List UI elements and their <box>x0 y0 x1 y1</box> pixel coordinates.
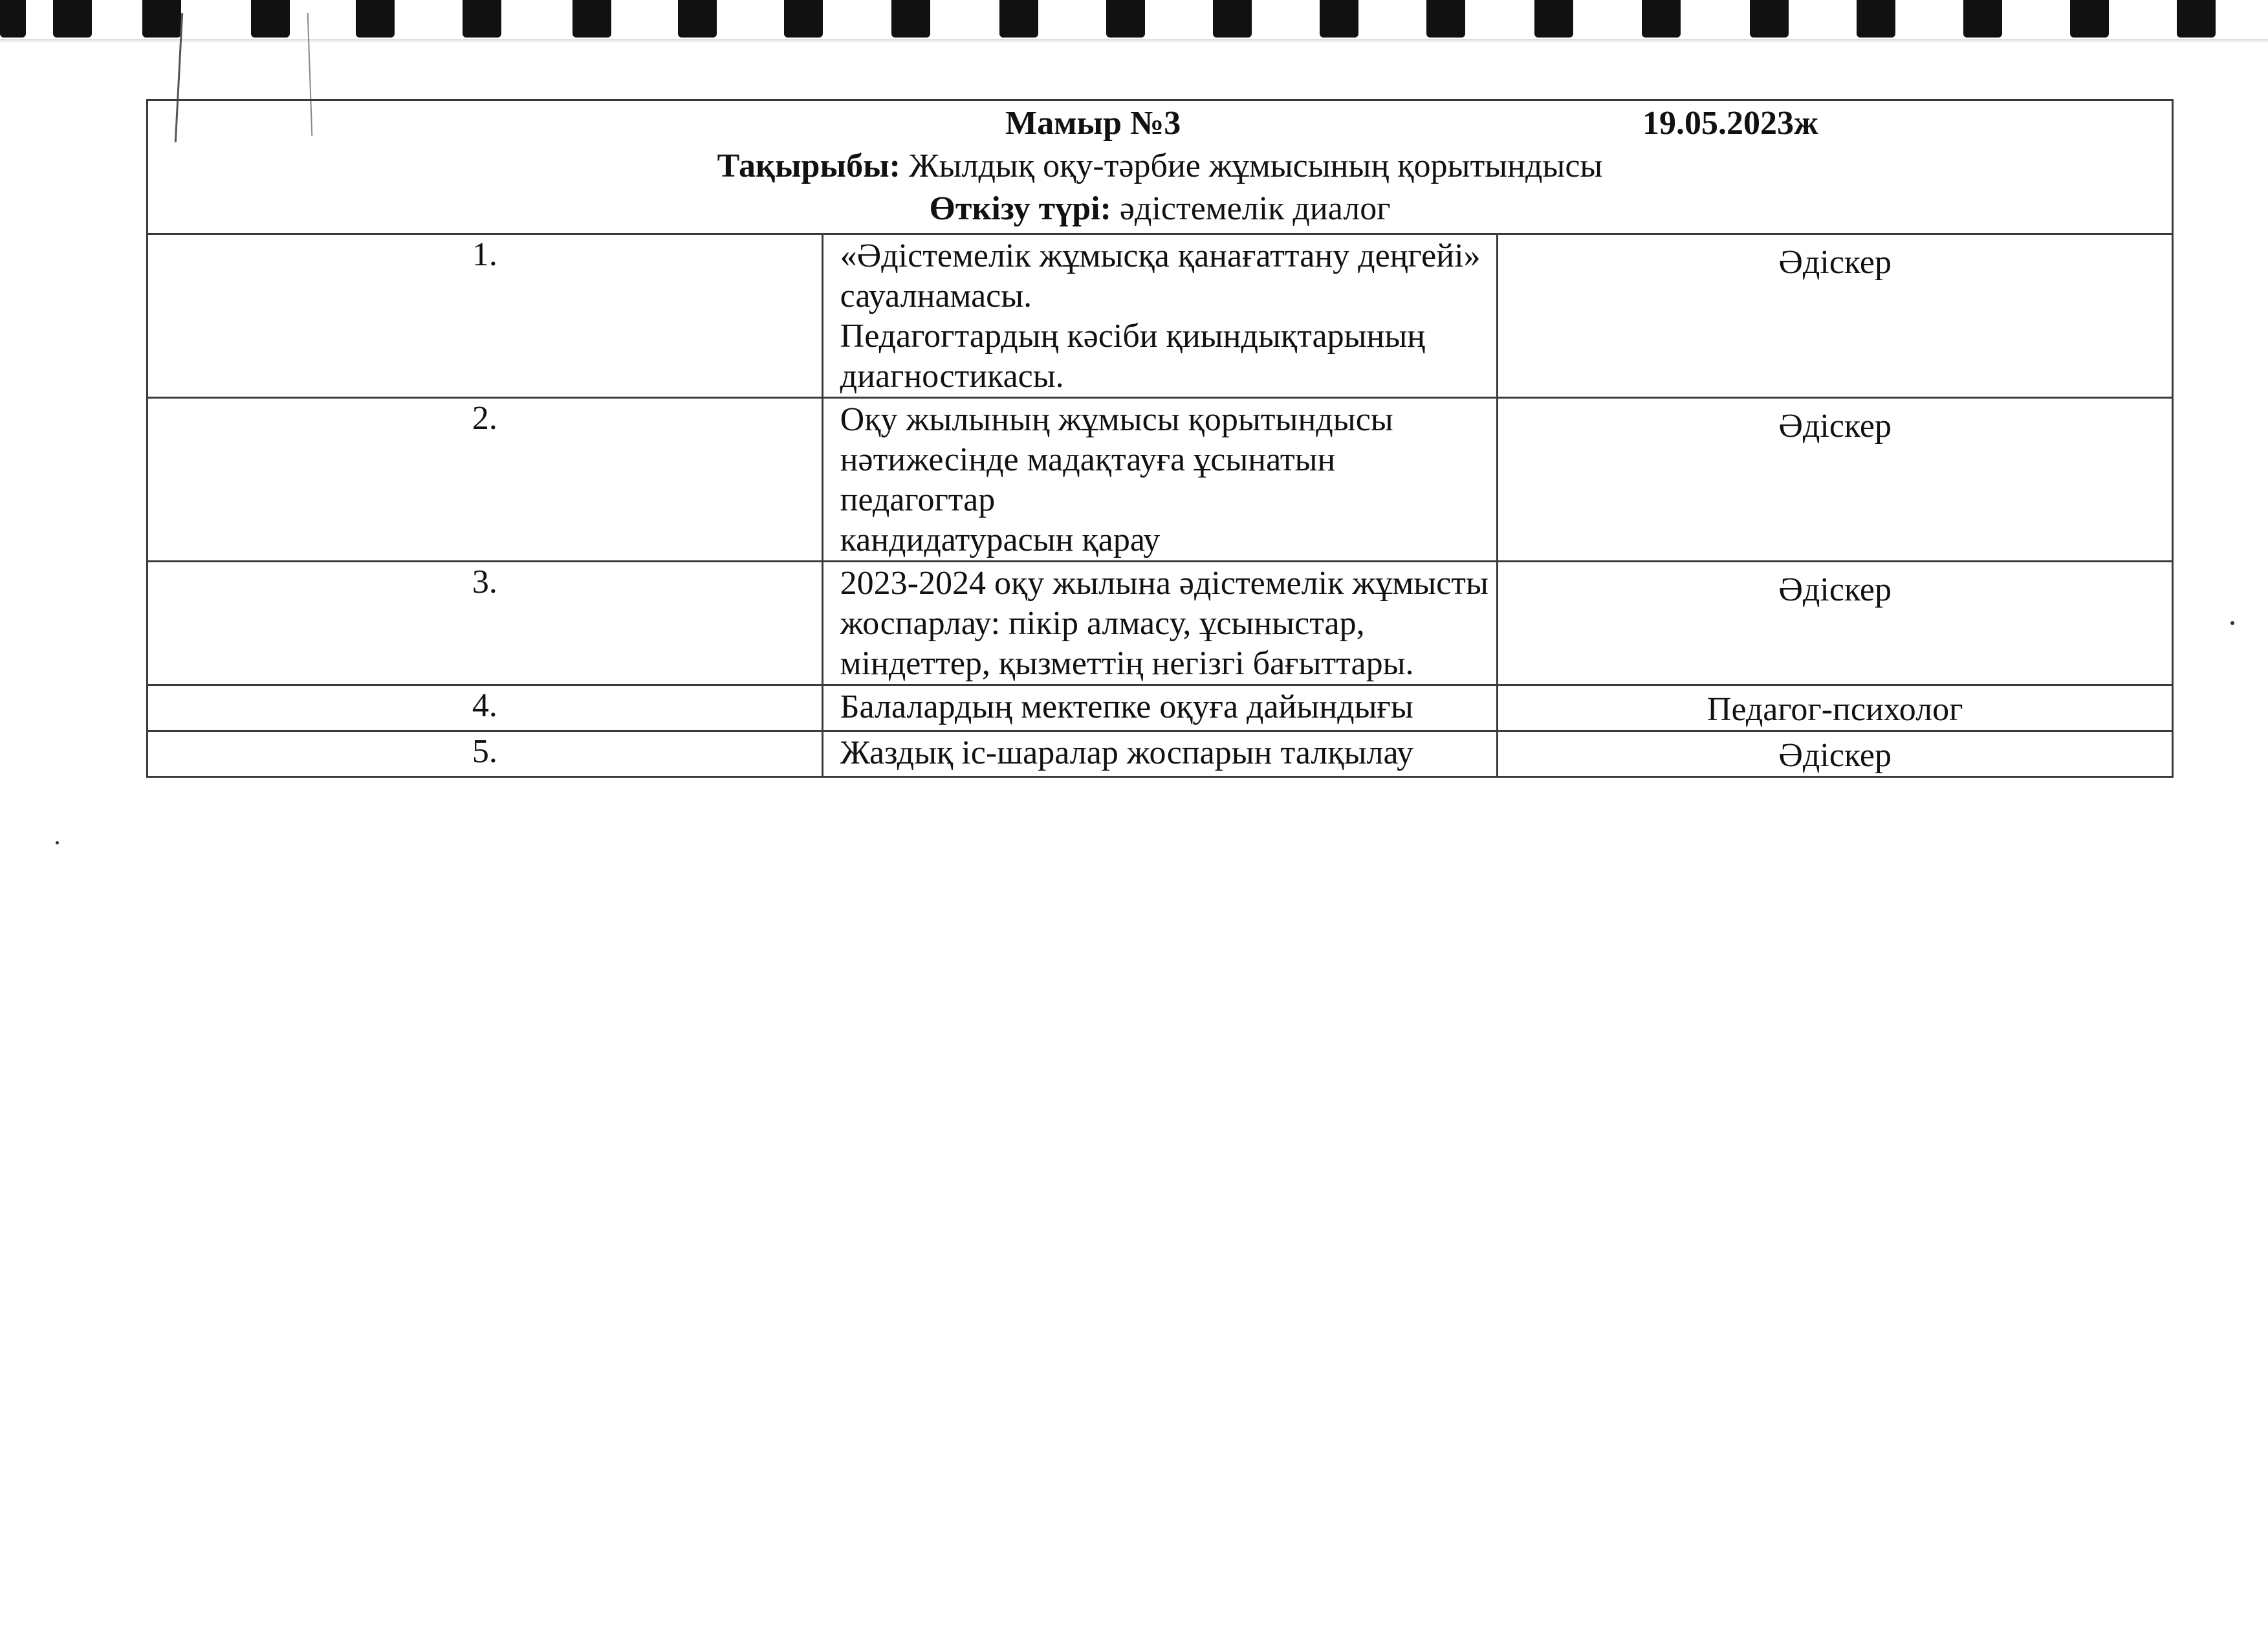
item-number: 4. <box>472 687 497 724</box>
binding-hole <box>1642 0 1681 38</box>
binding-hole <box>1320 0 1358 38</box>
table-header-row <box>147 100 2173 234</box>
topic-value: Жылдық оқу-тәрбие жұмысының қорытындысы <box>909 148 1603 184</box>
binding-hole <box>891 0 930 38</box>
item-responsible-cell <box>1498 731 2173 777</box>
table-row <box>147 234 2173 398</box>
binding-hole <box>251 0 290 38</box>
binding-hole <box>1963 0 2002 38</box>
page-edge-shadow <box>0 39 2268 43</box>
item-number-cell <box>147 234 823 398</box>
binding-hole <box>53 0 92 38</box>
table-row <box>147 685 2173 731</box>
binding-hole <box>1750 0 1789 38</box>
meeting-title: Мамыр №3 <box>1005 105 1181 142</box>
binding-hole <box>356 0 395 38</box>
binding-hole <box>678 0 717 38</box>
item-number: 2. <box>472 400 497 437</box>
item-responsible-cell <box>1498 685 2173 731</box>
item-topic-line: «Әдістемелік жұмысқа қанағаттану деңгейі» сауалнамасы. <box>840 237 1481 314</box>
item-responsible-cell <box>1498 398 2173 562</box>
item-topic-line: Жаздық іс-шаралар жоспарын талқылау <box>840 734 1413 771</box>
topic-label: Тақырыбы: <box>717 148 900 184</box>
format-label: Өткізу түрі: <box>929 190 1111 227</box>
item-topic-cell <box>822 234 1498 398</box>
meeting-header-cell <box>147 100 2173 234</box>
item-topic-cell <box>822 731 1498 777</box>
meeting-title-line <box>148 104 2172 146</box>
spiral-binding <box>0 0 2268 58</box>
binding-hole <box>1534 0 1573 38</box>
meeting-plan-table <box>146 99 2174 778</box>
item-topic-cell <box>822 685 1498 731</box>
meeting-date: 19.05.2023ж <box>1642 105 1818 142</box>
item-number-cell <box>147 398 823 562</box>
item-topic-line: міндеттер, қызметтің негізгі бағыттары. <box>840 645 1414 682</box>
item-topic-line: Оқу жылының жұмысы қорытындысы нәтижесінде мадақтауға ұсынатын педагогтар <box>840 401 1393 518</box>
item-number: 1. <box>472 236 497 273</box>
binding-hole <box>1213 0 1252 38</box>
binding-hole <box>142 0 181 38</box>
item-responsible: Әдіскер <box>1778 244 1892 281</box>
item-topic-line: 2023-2024 оқу жылына әдістемелік жұмысты жоспарлау: пікір алмасу, ұсыныстар, <box>840 565 1488 642</box>
item-responsible: Әдіскер <box>1778 571 1892 608</box>
item-number: 3. <box>472 564 497 600</box>
binding-hole <box>1426 0 1465 38</box>
meeting-topic-line <box>148 146 2172 189</box>
item-number-cell <box>147 731 823 777</box>
binding-hole <box>572 0 611 38</box>
item-number-cell <box>147 685 823 731</box>
binding-hole <box>1857 0 1895 38</box>
binding-hole <box>2177 0 2216 38</box>
format-value: әдістемелік диалог <box>1119 190 1391 227</box>
item-topic-line: кандидатурасын қарау <box>840 522 1161 558</box>
binding-hole <box>999 0 1038 38</box>
item-number: 5. <box>472 733 497 770</box>
table-row <box>147 562 2173 685</box>
binding-hole <box>463 0 501 38</box>
scan-speck <box>56 841 59 844</box>
binding-hole <box>2070 0 2109 38</box>
item-responsible: Әдіскер <box>1778 737 1892 774</box>
item-topic-line: Педагогтардың кәсіби қиындықтарының диагностикасы. <box>840 318 1426 395</box>
item-topic-cell <box>822 562 1498 685</box>
item-responsible-cell <box>1498 234 2173 398</box>
item-responsible: Әдіскер <box>1778 408 1892 445</box>
binding-hole <box>784 0 823 38</box>
table-row <box>147 398 2173 562</box>
item-responsible: Педагог-психолог <box>1706 691 1963 728</box>
binding-hole <box>1106 0 1145 38</box>
meeting-format-line <box>148 189 2172 232</box>
item-topic-line: Балалардың мектепке оқуға дайындығы <box>840 688 1413 725</box>
item-number-cell <box>147 562 823 685</box>
item-topic-cell <box>822 398 1498 562</box>
binding-hole <box>0 0 26 38</box>
table-row <box>147 731 2173 777</box>
scan-speck <box>2230 621 2234 625</box>
item-responsible-cell <box>1498 562 2173 685</box>
